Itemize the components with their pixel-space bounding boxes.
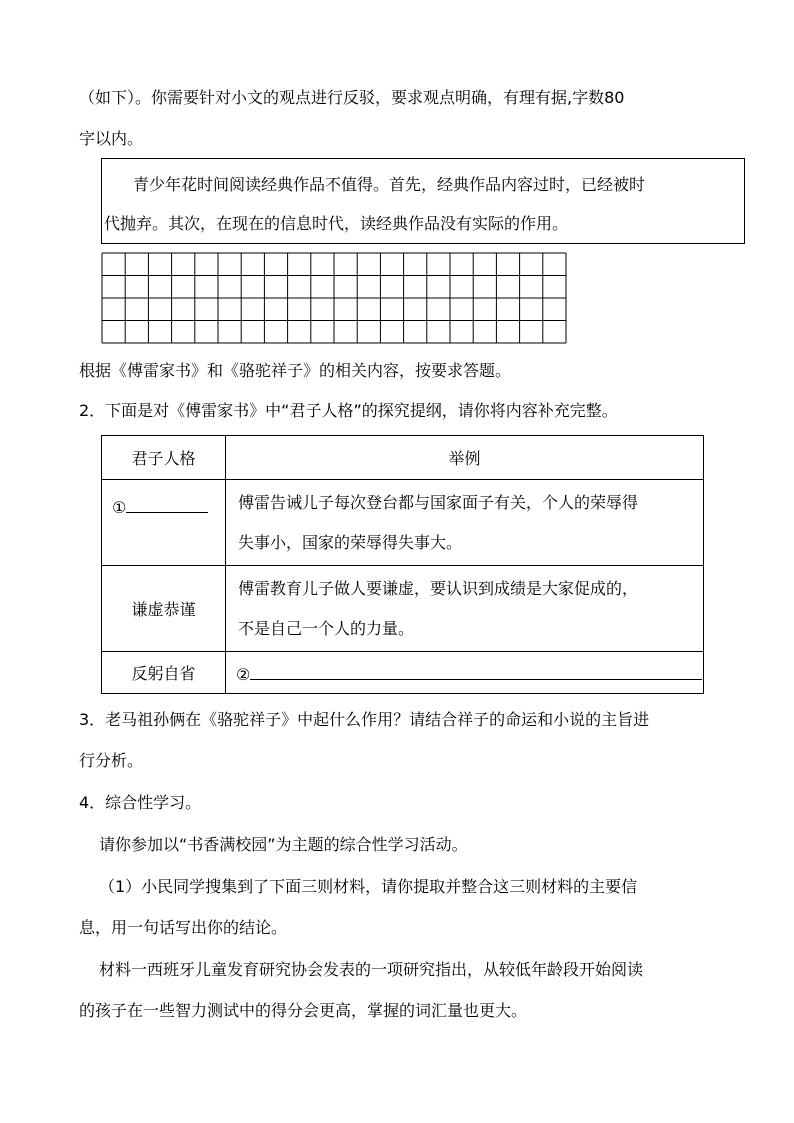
writing-grid-svg [101, 252, 567, 344]
q4-title: 4．综合性学习。 [79, 793, 202, 812]
answer-blank-1[interactable] [126, 494, 208, 513]
section-intro: 根据《傅雷家书》和《骆驼祥子》的相关内容，按要求答题。 [79, 361, 512, 380]
trait-cell-3: 反躬自省 [102, 652, 226, 694]
junzi-table [101, 435, 704, 694]
quote-line-2: 代抛弃。其次，在现在的信息时代，读经典作品没有实际的作用。 [104, 214, 569, 233]
example-cell-2: 傅雷教育儿子做人要谦虚，要认识到成绩是大家促成的， 不是自己一个人的力量。 [226, 566, 704, 652]
intro-line-2: 字以内。 [79, 129, 144, 148]
q4-sub1-line-2: 息，用一句话写出你的结论。 [79, 918, 288, 937]
answer-blank-2[interactable] [250, 661, 702, 680]
quote-line-1: 青少年花时间阅读经典作品不值得。首先，经典作品内容过时，已经被时 [133, 175, 646, 194]
trait-cell-2: 谦虚恭谨 [102, 566, 226, 652]
table-header-trait: 君子人格 [102, 436, 226, 480]
trait-blank-1[interactable]: ① [102, 480, 226, 566]
q3-line-2: 行分析。 [79, 751, 144, 770]
q4-intro: 请你参加以“书香满校园”为主题的综合性学习活动。 [99, 835, 468, 854]
table-header-example: 举例 [226, 436, 704, 480]
q2-text: 2．下面是对《傅雷家书》中“君子人格”的探究提纲，请你将内容补充完整。 [79, 401, 618, 420]
example-cell-3[interactable]: ② [226, 652, 704, 694]
q4-sub1-line-1: （1）小民同学搜集到了下面三则材料，请你提取并整合这三则材料的主要信 [99, 877, 638, 896]
q3-line-1: 3．老马祖孙俩在《骆驼祥子》中起什么作用？请结合祥子的命运和小说的主旨进 [79, 710, 650, 729]
quote-box [101, 158, 745, 244]
table-row [102, 566, 704, 652]
intro-line-1: （如下）。你需要针对小文的观点进行反驳，要求观点明确，有理有据,字数80 [79, 88, 625, 107]
table-row [102, 480, 704, 566]
example-cell-1: 傅雷告诫儿子每次登台都与国家面子有关，个人的荣辱得 失事小，国家的荣辱得失事大。 [226, 480, 704, 566]
material-1-line-1: 材料一西班牙儿童发育研究协会发表的一项研究指出，从较低年龄段开始阅读 [99, 960, 644, 979]
material-1-line-2: 的孩子在一些智力测试中的得分会更高，掌握的词汇量也更大。 [79, 1001, 528, 1020]
writing-grid[interactable] [101, 252, 567, 344]
table-row [102, 652, 704, 694]
